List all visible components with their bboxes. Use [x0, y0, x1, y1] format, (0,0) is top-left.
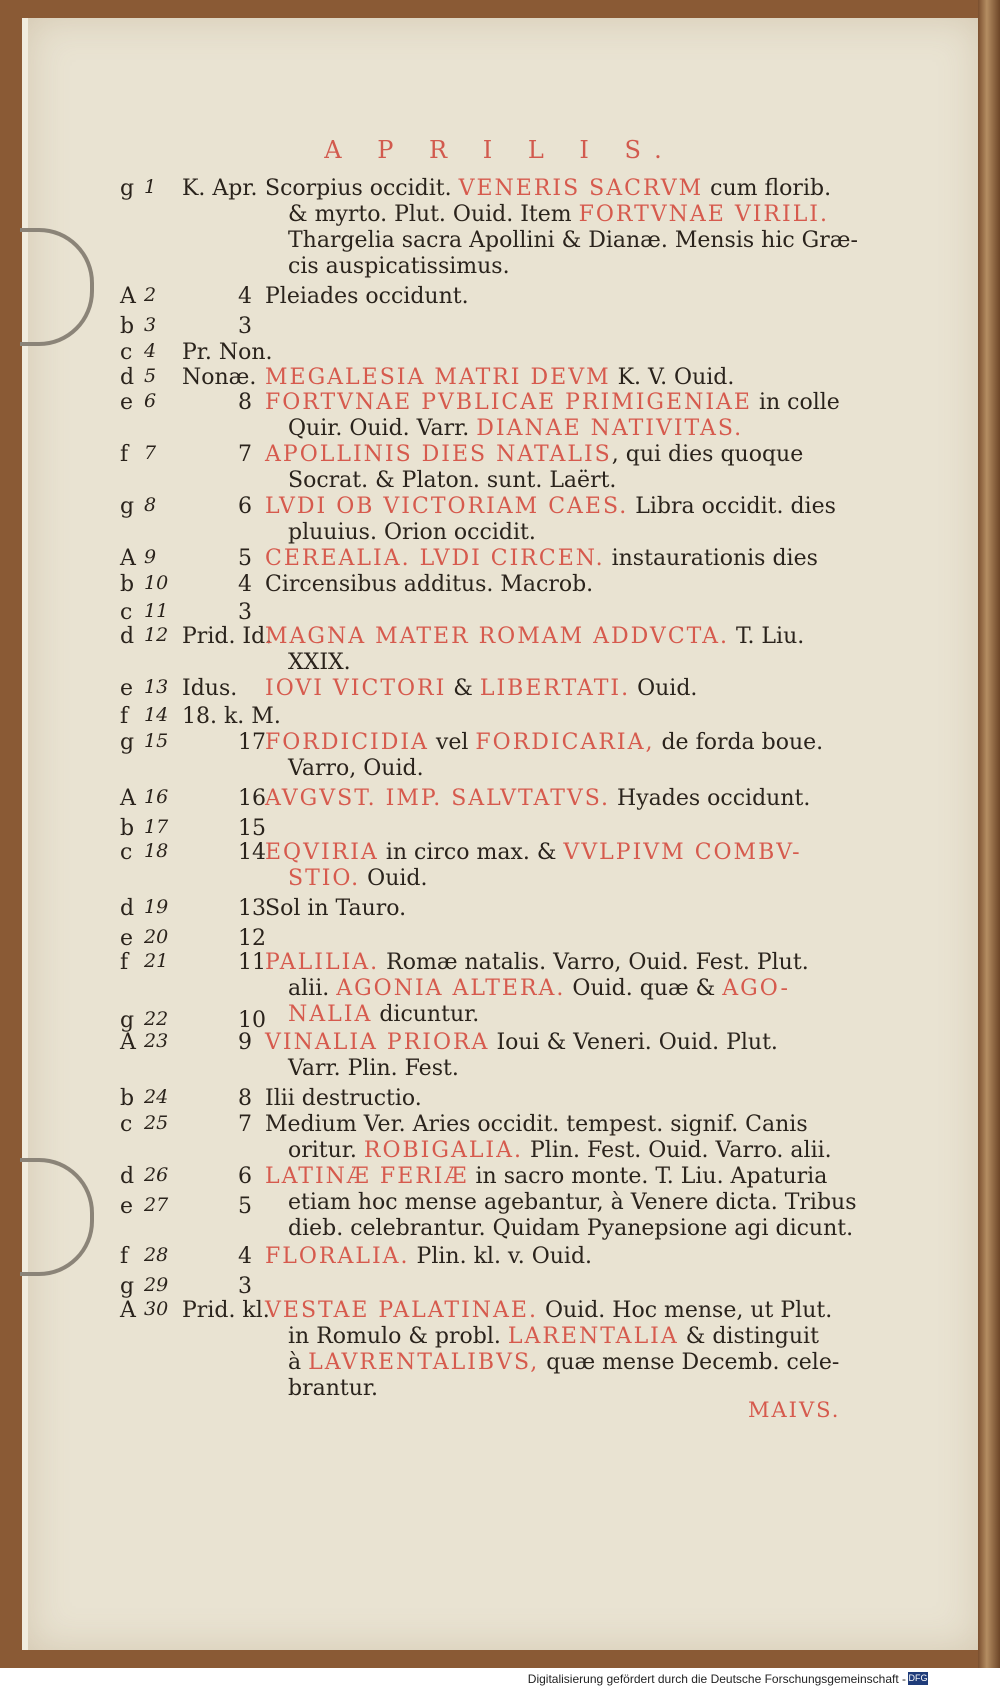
entry-line	[265, 624, 804, 649]
entry-text: Pleiades occidunt.	[265, 284, 469, 309]
rubric-text: LVDI OB VICTORIAM CAES.	[265, 494, 629, 519]
dominical-letter: g	[120, 494, 135, 519]
entry-line	[265, 546, 818, 571]
dominical-letter: d	[120, 1164, 135, 1189]
rubric-text: LIBERTATI.	[479, 676, 631, 701]
entry-text: de forda boue.	[654, 730, 824, 755]
roman-date: 14	[238, 840, 266, 865]
entry-line	[288, 416, 743, 441]
entry-text: Plin. Fest. Ouid. Varro. alii.	[523, 1138, 832, 1163]
day-number: 4	[144, 340, 157, 362]
rubric-text: ROBIGALIA.	[363, 1138, 524, 1163]
entry-text: Ilii destructio.	[265, 1086, 422, 1111]
rubric-text: VENERIS SACRVM	[458, 176, 704, 201]
calendar-row	[0, 1244, 1000, 1274]
entry-text: Circensibus additus. Macrob.	[265, 572, 594, 597]
entry-line	[288, 1138, 832, 1163]
calendar-row	[0, 1030, 1000, 1081]
calendar-row	[0, 896, 1000, 926]
day-number: 11	[144, 600, 169, 622]
rubric-text: FORTVNAE PVBLICAE PRIMIGENIAE	[265, 390, 752, 415]
entry-line	[265, 676, 697, 701]
calendar-row	[0, 390, 1000, 441]
roman-date: 18. k. M.	[182, 704, 281, 729]
day-number: 19	[144, 896, 169, 918]
rubric-text: AVGVST. IMP. SALVTATVS.	[265, 786, 611, 811]
rubric-text: LARENTALIA	[507, 1324, 679, 1349]
dominical-letter: f	[120, 442, 129, 467]
roman-date: Pr. Non.	[182, 340, 273, 365]
dominical-letter: c	[120, 340, 133, 365]
day-number: 6	[144, 390, 157, 412]
roman-date: Prid. kl.	[182, 1298, 270, 1323]
rubric-text: LATINÆ FERIÆ	[265, 1164, 469, 1189]
roman-date: 4	[238, 284, 252, 309]
roman-date: 15	[238, 816, 266, 841]
roman-date: 3	[238, 1274, 252, 1299]
day-number: 20	[144, 926, 169, 948]
rubric-text: AGO-	[722, 976, 790, 1001]
day-number: 23	[144, 1030, 169, 1052]
rubric-text: VINALIA PRIORA	[265, 1030, 490, 1055]
day-number: 2	[144, 284, 157, 306]
entry-text: &	[446, 676, 480, 701]
calendar-row	[0, 494, 1000, 545]
entry-line	[265, 390, 840, 415]
entry-line	[265, 950, 809, 975]
entry-text: XXIX.	[288, 650, 351, 675]
day-number: 12	[144, 624, 169, 646]
roman-date: 17	[238, 730, 266, 755]
entry-text: Romæ natalis. Varro, Ouid. Fest. Plut.	[379, 950, 809, 975]
day-number: 7	[144, 442, 157, 464]
entry-line	[265, 1112, 808, 1137]
entry-line	[288, 520, 536, 545]
entry-text: K. V. Ouid.	[610, 365, 735, 390]
entry-text: Medium Ver. Aries occidit. tempest. signif. Canis	[265, 1112, 808, 1137]
entry-line	[288, 228, 858, 253]
day-number: 17	[144, 816, 169, 838]
day-number: 28	[144, 1244, 169, 1266]
day-number: 21	[144, 950, 169, 972]
entry-text: Sol in Tauro.	[265, 896, 407, 921]
roman-date: 4	[238, 1244, 252, 1269]
catchword: MAIVS.	[748, 1398, 841, 1422]
footer-credit: Digitalisierung gefördert durch die Deutsche Forschungsgemeinschaft -	[527, 1672, 906, 1686]
entry-text: oritur.	[288, 1138, 364, 1163]
roman-date: 4	[238, 572, 252, 597]
entry-line	[265, 1298, 832, 1323]
entry-text: dieb. celebrantur. Quidam Pyanepsione agi dicunt.	[288, 1216, 854, 1241]
day-number: 26	[144, 1164, 169, 1186]
rubric-text: FORDICIDIA	[265, 730, 429, 755]
rubric-text: NALIA	[288, 1002, 373, 1027]
entry-text: & myrto. Plut. Ouid. Item	[288, 202, 579, 227]
entry-text: instaurationis dies	[604, 546, 818, 571]
dominical-letter: c	[120, 600, 133, 625]
entry-text: dicuntur.	[372, 1002, 480, 1027]
calendar-row	[0, 284, 1000, 314]
dominical-letter: e	[120, 1194, 134, 1219]
entry-line	[288, 202, 829, 227]
rubric-text: VVLPIVM COMBV-	[563, 840, 802, 865]
entry-text: cis auspicatissimus.	[288, 254, 510, 279]
dominical-letter: b	[120, 572, 135, 597]
page-title: A P R I L I S.	[324, 136, 676, 164]
dominical-letter: f	[120, 950, 129, 975]
day-number: 22	[144, 1008, 169, 1030]
entry-line	[265, 494, 836, 519]
roman-date: 6	[238, 494, 252, 519]
day-number: 24	[144, 1086, 169, 1108]
entry-line	[265, 1030, 778, 1055]
dominical-letter: A	[120, 546, 136, 571]
entry-line	[288, 254, 510, 279]
roman-date: 8	[238, 390, 252, 415]
entry-text: à	[288, 1350, 309, 1375]
dominical-letter: g	[120, 1008, 135, 1033]
entry-text: brantur.	[288, 1376, 378, 1401]
entry-line	[288, 1056, 459, 1081]
dominical-letter: d	[120, 624, 135, 649]
day-number: 16	[144, 786, 169, 808]
entry-text: Scorpius occidit.	[265, 176, 459, 201]
roman-date: Nonæ.	[182, 365, 257, 390]
day-number: 18	[144, 840, 169, 862]
entry-line	[288, 976, 790, 1001]
rubric-text: EQVIRIA	[265, 840, 379, 865]
rubric-text: CEREALIA. LVDI CIRCEN.	[265, 546, 605, 571]
entry-text: & distinguit	[678, 1324, 819, 1349]
dominical-letter: A	[120, 284, 136, 309]
calendar-row	[0, 1112, 1000, 1163]
calendar-row	[0, 572, 1000, 602]
day-number: 10	[144, 572, 169, 594]
entry-text: Varr. Plin. Fest.	[288, 1056, 459, 1081]
entry-line	[265, 1164, 827, 1189]
day-number: 30	[144, 1298, 169, 1320]
entry-text: alii.	[288, 976, 337, 1001]
roman-date: 8	[238, 1086, 252, 1111]
day-number: 9	[144, 546, 157, 568]
entry-line	[265, 572, 593, 597]
entry-text: Hyades occidunt.	[610, 786, 811, 811]
roman-date: 13	[238, 896, 266, 921]
dominical-letter: e	[120, 390, 134, 415]
entry-text: Thargelia sacra Apollini & Dianæ. Mensis hic Græ-	[288, 228, 858, 253]
roman-date: 10	[238, 1008, 266, 1033]
calendar-row	[0, 624, 1000, 675]
entry-text: in colle	[751, 390, 840, 415]
dominical-letter: g	[120, 176, 135, 201]
roman-date: 11	[238, 950, 266, 975]
calendar-row	[0, 786, 1000, 816]
dominical-letter: d	[120, 896, 135, 921]
day-number: 5	[144, 365, 157, 387]
roman-date: Prid. Id.	[182, 624, 273, 649]
entry-line	[265, 786, 810, 811]
roman-date: 7	[238, 1112, 252, 1137]
calendar-row	[0, 1298, 1000, 1401]
calendar-row	[0, 1194, 1000, 1224]
day-number: 25	[144, 1112, 169, 1134]
rubric-text: APOLLINIS DIES NATALIS	[265, 442, 612, 467]
rubric-text: MEGALESIA MATRI DEVM	[265, 365, 611, 390]
rubric-text: IOVI VICTORI	[265, 676, 447, 701]
entry-line	[265, 365, 734, 390]
day-number: 27	[144, 1194, 169, 1216]
calendar-row	[0, 730, 1000, 781]
dominical-letter: A	[120, 786, 136, 811]
dominical-letter: e	[120, 926, 134, 951]
entry-text: in Romulo & probl.	[288, 1324, 508, 1349]
entry-text: Ioui & Veneri. Ouid. Plut.	[489, 1030, 778, 1055]
roman-date: 3	[238, 600, 252, 625]
entry-line	[265, 730, 823, 755]
day-number: 1	[144, 176, 157, 198]
roman-date: Idus.	[182, 676, 238, 701]
rubric-text: FORDICARIA,	[475, 730, 655, 755]
entry-line	[288, 866, 428, 891]
entry-text: , qui dies quoque	[611, 442, 804, 467]
entry-line	[288, 1376, 378, 1401]
calendar-row	[0, 176, 1000, 279]
day-number: 15	[144, 730, 169, 752]
calendar-row	[0, 840, 1000, 891]
entry-text: T. Liu.	[729, 624, 805, 649]
dominical-letter: g	[120, 1274, 135, 1299]
rubric-text: DIANAE NATIVITAS.	[476, 416, 744, 441]
entry-text: quæ mense Decemb. cele-	[539, 1350, 840, 1375]
day-number: 29	[144, 1274, 169, 1296]
rubric-text: FORTVNAE VIRILI.	[578, 202, 829, 227]
dominical-letter: g	[120, 730, 135, 755]
entry-text: in circo max. &	[378, 840, 564, 865]
dominical-letter: b	[120, 1086, 135, 1111]
calendar-row	[0, 442, 1000, 493]
entry-text: Plin. kl. v. Ouid.	[409, 1244, 593, 1269]
entry-text: Ouid.	[360, 866, 428, 891]
roman-date: 3	[238, 314, 252, 339]
dominical-letter: e	[120, 676, 134, 701]
rubric-text: LAVRENTALIBVS,	[308, 1350, 540, 1375]
rubric-text: STIO.	[288, 866, 361, 891]
dominical-letter: b	[120, 816, 135, 841]
roman-date: 5	[238, 546, 252, 571]
day-number: 3	[144, 314, 157, 336]
entry-line	[265, 840, 802, 865]
roman-date: 5	[238, 1194, 252, 1219]
entry-line	[265, 1244, 592, 1269]
dominical-letter: c	[120, 840, 133, 865]
entry-line	[265, 442, 803, 467]
entry-text: Libra occidit. dies	[628, 494, 836, 519]
rubric-text: FLORALIA.	[265, 1244, 410, 1269]
day-number: 8	[144, 494, 157, 516]
dominical-letter: b	[120, 314, 135, 339]
entry-line	[265, 1086, 422, 1111]
rubric-text: PALILIA.	[265, 950, 380, 975]
dominical-letter: f	[120, 1244, 129, 1269]
entry-text: cum florib.	[703, 176, 832, 201]
entry-text: Socrat. & Platon. sunt. Laërt.	[288, 468, 617, 493]
entry-text: in sacro monte. T. Liu. Apaturia	[468, 1164, 828, 1189]
rubric-text: VESTAE PALATINAE.	[265, 1298, 538, 1323]
roman-date: 6	[238, 1164, 252, 1189]
roman-date: 12	[238, 926, 266, 951]
entry-line	[265, 176, 831, 201]
entry-line	[288, 756, 424, 781]
entry-text: Quir. Ouid. Varr.	[288, 416, 477, 441]
dominical-letter: c	[120, 1112, 133, 1137]
entry-line	[288, 650, 351, 675]
entry-line	[288, 468, 616, 493]
entry-line	[265, 284, 469, 309]
entry-text: Ouid.	[630, 676, 698, 701]
dominical-letter: d	[120, 365, 135, 390]
entry-text: pluuius. Orion occidit.	[288, 520, 536, 545]
roman-date: 9	[238, 1030, 252, 1055]
entry-line	[288, 1324, 819, 1349]
entry-text: Ouid. Hoc mense, ut Plut.	[537, 1298, 833, 1323]
dominical-letter: A	[120, 1298, 136, 1323]
dfg-logo: DFG	[908, 1673, 928, 1683]
dominical-letter: A	[120, 1030, 136, 1055]
entry-line	[288, 1350, 839, 1375]
roman-date: 7	[238, 442, 252, 467]
entry-line	[265, 896, 406, 921]
roman-date: 16	[238, 786, 266, 811]
entry-text: etiam hoc mense agebantur, à Venere dicta. Tribus	[288, 1190, 857, 1215]
day-number: 13	[144, 676, 169, 698]
entry-text: Varro, Ouid.	[288, 756, 424, 781]
entry-text: Ouid. quæ &	[565, 976, 723, 1001]
rubric-text: AGONIA ALTERA.	[336, 976, 566, 1001]
rubric-text: MAGNA MATER ROMAM ADDVCTA.	[265, 624, 730, 649]
entry-text: vel	[428, 730, 476, 755]
dominical-letter: f	[120, 704, 129, 729]
calendar-row	[0, 676, 1000, 706]
day-number: 14	[144, 704, 169, 726]
roman-date: K. Apr.	[182, 176, 258, 201]
